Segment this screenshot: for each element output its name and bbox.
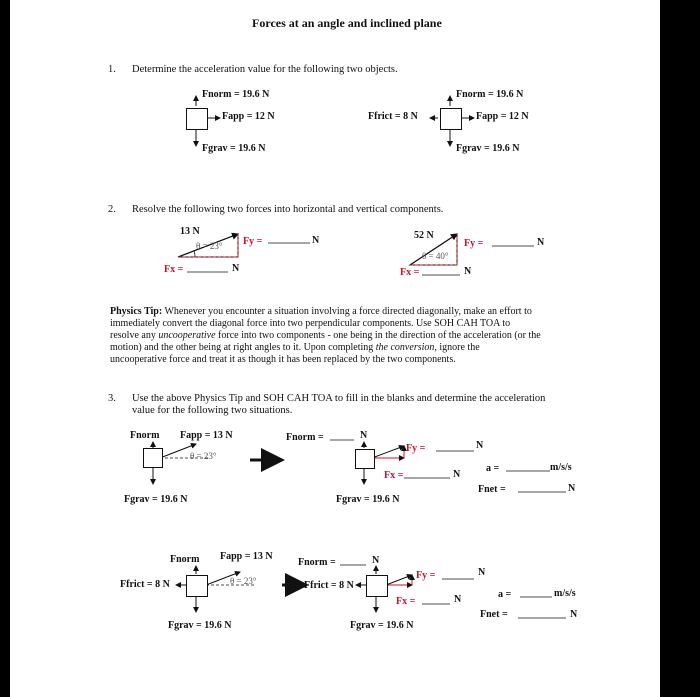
q3a-fnet-unit: N — [568, 483, 576, 494]
q3b-angle: θ = 23° — [230, 576, 257, 586]
q3b-left-box — [186, 575, 208, 597]
q3a-angle: θ = 23° — [190, 451, 217, 461]
tip-label: Physics Tip: — [110, 306, 163, 317]
q3a-fnorm-unit: N — [360, 430, 368, 441]
q3b-a-label: a = — [498, 589, 512, 600]
physics-tip — [110, 306, 610, 366]
tip-line-1: Whenever you encounter a situation involving a force directed diagonally, make an effort to — [164, 306, 532, 317]
q2a-angle: θ = 23° — [196, 241, 223, 251]
worksheet-page — [10, 0, 660, 697]
q1b-ffrict: Ffrict = 8 N — [368, 111, 418, 122]
tip-line-4c: ignore the — [439, 342, 480, 353]
q3b-fnet-unit: N — [570, 609, 578, 620]
q2a-fy: Fy = — [243, 236, 263, 247]
q1-number: 1. — [108, 64, 116, 75]
q3a-fx-unit: N — [453, 469, 461, 480]
q2b-force: 52 N — [414, 230, 434, 241]
q2b-fy: Fy = — [464, 238, 484, 249]
q3a-fnet: Fnet = — [478, 484, 506, 495]
q3b-fapp: Fapp = 13 N — [220, 551, 273, 562]
q3b-fy: Fy = — [416, 570, 436, 581]
q2a-force: 13 N — [180, 226, 200, 237]
tip-line-3b: uncooperative — [158, 330, 216, 341]
page-title: Forces at an angle and inclined plane — [252, 16, 442, 30]
tip-line-3c: force into two components - one being in the direction of the acceleration (or the — [218, 330, 541, 341]
tip-line-5: uncooperative force and treat it as though it has been replaced by the two components. — [110, 354, 456, 365]
q3b-fx: Fx = — [396, 596, 416, 607]
q3b-right-box — [366, 575, 388, 597]
tip-line-4a: motion) and the other being at right angles to it. Upon completing — [110, 342, 374, 353]
q3a-fx: Fx = — [384, 470, 404, 481]
q3a-fgrav: Fgrav = 19.6 N — [124, 494, 188, 505]
q3a-fy-unit: N — [476, 440, 484, 451]
q1a-fnorm: Fnorm = 19.6 N — [202, 89, 270, 100]
q3a-fnorm-blank: Fnorm = — [286, 432, 324, 443]
q3a-left-box — [143, 448, 163, 468]
tip-line-3a: resolve any — [110, 330, 156, 341]
q3b-ffrict2: Ffrict = 8 N — [304, 580, 354, 591]
q3b-a-unit: m/s/s — [554, 588, 576, 599]
q1b-fnorm: Fnorm = 19.6 N — [456, 89, 524, 100]
q1b-fgrav: Fgrav = 19.6 N — [456, 143, 520, 154]
q1a-object-box — [186, 108, 208, 130]
q3a-fgrav2: Fgrav = 19.6 N — [336, 494, 400, 505]
q3b-fnorm: Fnorm — [170, 554, 200, 565]
q3b-fnorm-unit: N — [372, 555, 380, 566]
q3a-right-box — [355, 449, 375, 469]
q2a-fx-unit: N — [232, 263, 240, 274]
q1b-fapp: Fapp = 12 N — [476, 111, 529, 122]
q1-prompt: Determine the acceleration value for the following two objects. — [132, 64, 398, 75]
q2b-fx-unit: N — [464, 266, 472, 277]
q3b-fx-unit: N — [454, 594, 462, 605]
q2b-fy-unit: N — [537, 237, 545, 248]
q2-number: 2. — [108, 204, 116, 215]
q2a-fy-unit: N — [312, 235, 320, 246]
q2-prompt: Resolve the following two forces into horizontal and vertical components. — [132, 204, 444, 215]
q3b-fnorm-blank: Fnorm = — [298, 557, 336, 568]
q3a-fy: Fy = — [406, 443, 426, 454]
q1b-object-box — [440, 108, 462, 130]
tip-line-2: immediately convert the diagonal force into two perpendicular components. Use SOH CAH TOA to — [110, 318, 511, 329]
q3-prompt-line1: Use the above Physics Tip and SOH CAH TOA to fill in the blanks and determine the acceleration — [132, 393, 546, 404]
q3-number: 3. — [108, 393, 116, 404]
q3a-fapp: Fapp = 13 N — [180, 430, 233, 441]
tip-line-4b: the conversion, — [375, 342, 437, 353]
q3b-fgrav2: Fgrav = 19.6 N — [350, 620, 414, 631]
q2b-angle: θ = 40° — [422, 251, 449, 261]
q3a-a-label: a = — [486, 463, 500, 474]
q3b-ffrict: Ffrict = 8 N — [120, 579, 170, 590]
q2b-fx: Fx = — [400, 267, 420, 278]
q1a-fapp: Fapp = 12 N — [222, 111, 275, 122]
q3b-fgrav: Fgrav = 19.6 N — [168, 620, 232, 631]
q3-prompt-line2: value for the following two situations. — [132, 405, 293, 416]
q3a-a-unit: m/s/s — [550, 462, 572, 473]
q3b-fnet: Fnet = — [480, 609, 508, 620]
q1a-fgrav: Fgrav = 19.6 N — [202, 143, 266, 154]
q3b-fy-unit: N — [478, 567, 486, 578]
q2a-fx: Fx = — [164, 264, 184, 275]
q3a-fnorm: Fnorm — [130, 430, 160, 441]
